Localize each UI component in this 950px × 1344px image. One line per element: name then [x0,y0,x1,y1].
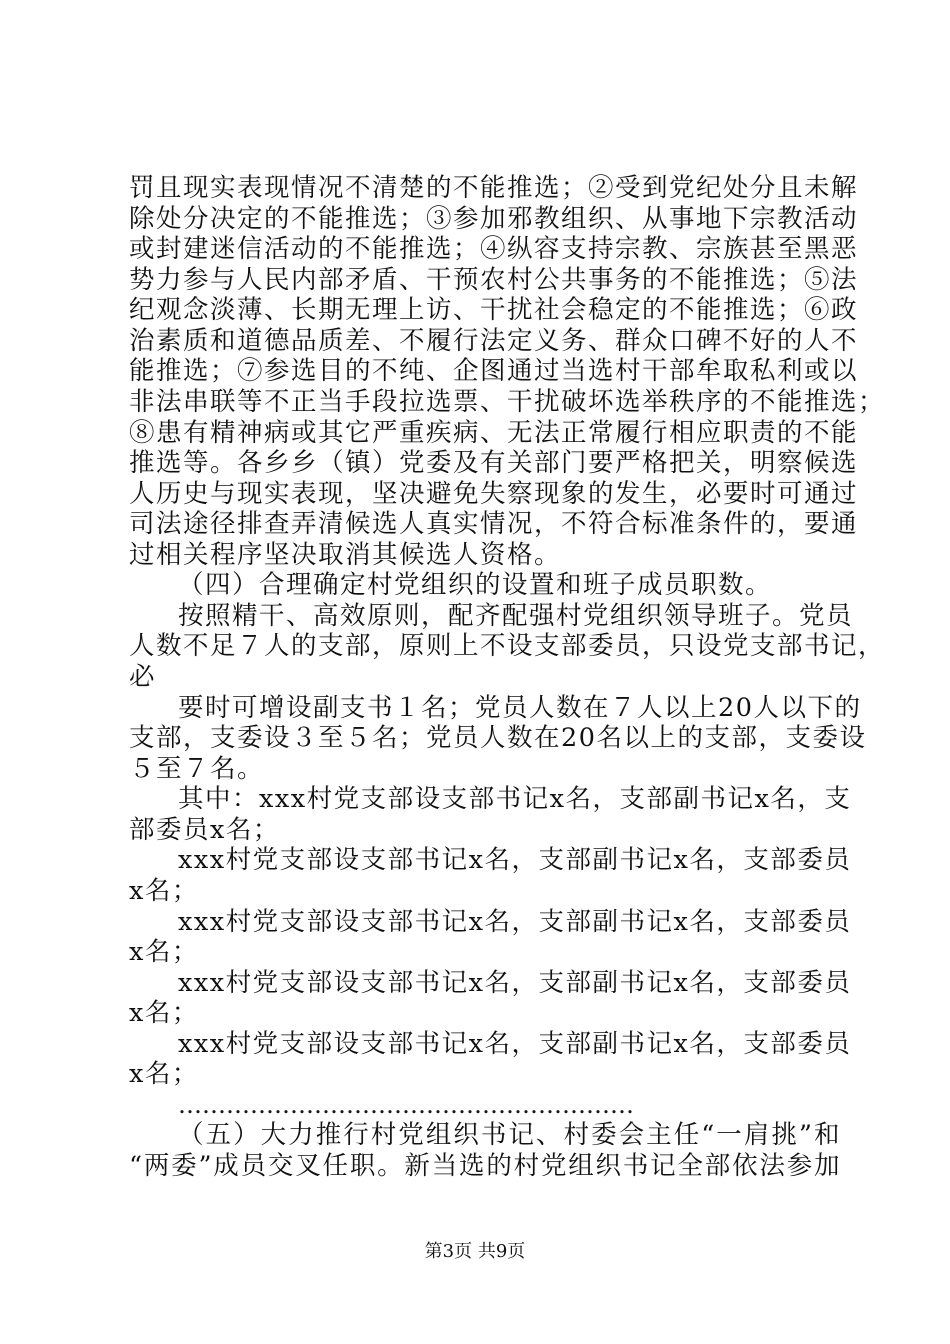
body-line: x名； [129,937,199,967]
body-line: 罚且现实表现情况不清楚的不能推选；②受到党纪处分且未解 [129,173,859,203]
section-heading-4: （四）合理确定村党组织的设置和班子成员职数。 [178,570,773,600]
body-line: 推选等。各乡乡（镇）党委及有关部门要严格把关，明察候选 [129,448,859,478]
body-line: x名； [129,1059,199,1089]
body-line: 按照精干、高效原则，配齐配强村党组织领导班子。党员 [178,601,854,631]
page-footer: 第3页 共9页 [424,1241,526,1262]
body-line: 除处分决定的不能推选；③参加邪教组织、从事地下宗教活动 [129,204,859,234]
ellipsis-line: ………………………………………………… [178,1091,634,1119]
body-line: 过相关程序坚决取消其候选人资格。 [129,540,562,570]
body-line: 人数不足７人的支部，原则上不设支部委员，只设党支部书记， [129,631,886,661]
body-line: xxx村党支部设支部书记x名，支部副书记x名，支部委员 [178,845,852,875]
body-line: 或封建迷信活动的不能推选；④纵容支持宗教、宗族甚至黑恶 [129,234,859,264]
body-line: 要时可增设副支书１名；党员人数在７人以上20人以下的 [178,693,862,723]
body-line: x名； [129,876,199,906]
body-line: 其中：xxx村党支部设支部书记x名，支部副书记x名，支 [178,784,852,814]
body-line: xxx村党支部设支部书记x名，支部副书记x名，支部委员 [178,968,852,998]
body-line: 非法串联等不正当手段拉选票、干扰破坏选举秩序的不能推选； [129,387,886,417]
section-heading-5: （五）大力推行村党组织书记、村委会主任“一肩挑”和 [178,1120,841,1150]
body-line: 必 [129,662,157,692]
body-line: 能推选；⑦参选目的不纯、企图通过当选村干部牟取私利或以 [129,356,859,386]
body-line: 治素质和道德品质差、不履行法定义务、群众口碑不好的人不 [129,326,859,356]
body-line: 部委员x名； [129,815,280,845]
body-line: xxx村党支部设支部书记x名，支部副书记x名，支部委员 [178,1029,852,1059]
body-line: 司法途径排查弄清候选人真实情况，不符合标准条件的，要通 [129,509,859,539]
body-line: 人历史与现实表现，坚决避免失察现象的发生，必要时可通过 [129,479,859,509]
body-line: 支部，支委设３至５名；党员人数在20名以上的支部，支委设 [129,723,867,753]
body-line: 纪观念淡薄、长期无理上访、干扰社会稳定的不能推选；⑥政 [129,295,859,325]
body-line: ５至７名。 [129,754,265,784]
body-line: 势力参与人民内部矛盾、干预农村公共事务的不能推选；⑤法 [129,265,859,295]
body-line: “两委”成员交叉任职。新当选的村党组织书记全部依法参加 [129,1151,841,1181]
body-line: ⑧患有精神病或其它严重疾病、无法正常履行相应职责的不能 [129,418,859,448]
body-line: x名； [129,998,199,1028]
body-line: xxx村党支部设支部书记x名，支部副书记x名，支部委员 [178,907,852,937]
